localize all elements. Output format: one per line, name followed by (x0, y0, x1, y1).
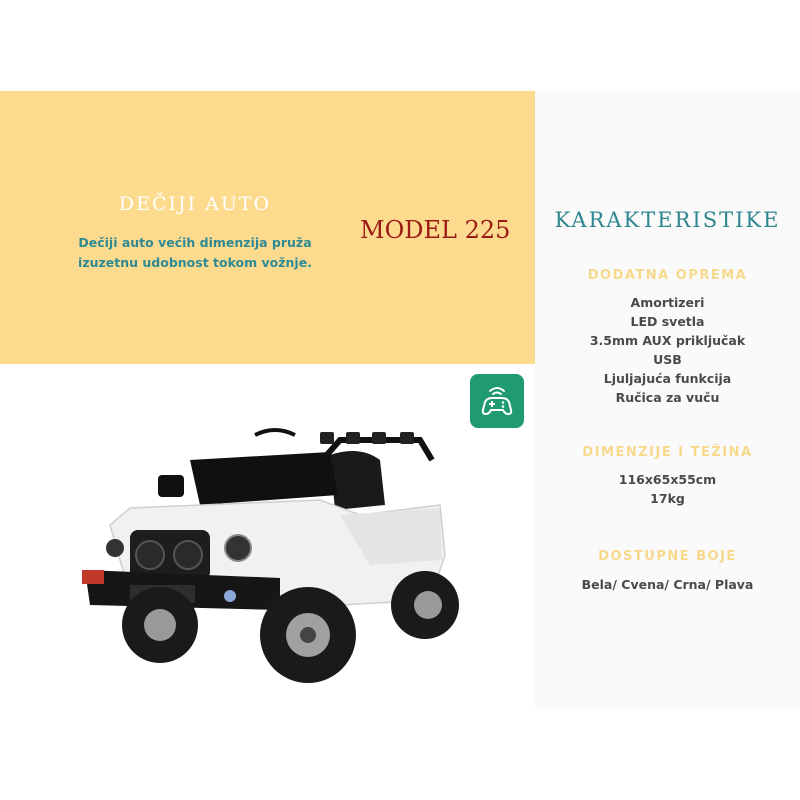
section-list-colors (535, 575, 800, 594)
list-item: USB (653, 352, 682, 367)
list-item: 17kg (650, 491, 685, 506)
list-item: Amortizeri (630, 295, 705, 310)
model-name: MODEL 225 (360, 216, 511, 244)
list-item: 116x65x55cm (618, 472, 717, 487)
list-item: Ručica za vuču (615, 390, 720, 405)
product-description: Dečiji auto većih dimenzija pruža izuzetnu udobnost tokom vožnje. (78, 235, 312, 270)
brand-title: DEČIJI AUTO (118, 193, 272, 215)
list-item: Ljuljajuća funkcija (603, 371, 732, 386)
gamepad-wireless-icon[interactable] (470, 374, 524, 428)
section-list-equipment (535, 293, 800, 407)
list-item: 3.5mm AUX priključak (589, 333, 746, 348)
section-heading-dimensions: DIMENZIJE I TEŽINA (582, 445, 753, 460)
section-list-dimensions (535, 470, 800, 508)
section-heading-equipment: DODATNA OPREMA (587, 268, 748, 283)
list-item: LED svetla (630, 314, 705, 329)
section-heading-colors: DOSTUPNE BOJE (598, 549, 737, 564)
list-item: Bela/ Cvena/ Crna/ Plava (581, 577, 754, 592)
specs-title: KARAKTERISTIKE (554, 208, 781, 232)
toy-jeep-image (70, 420, 470, 700)
